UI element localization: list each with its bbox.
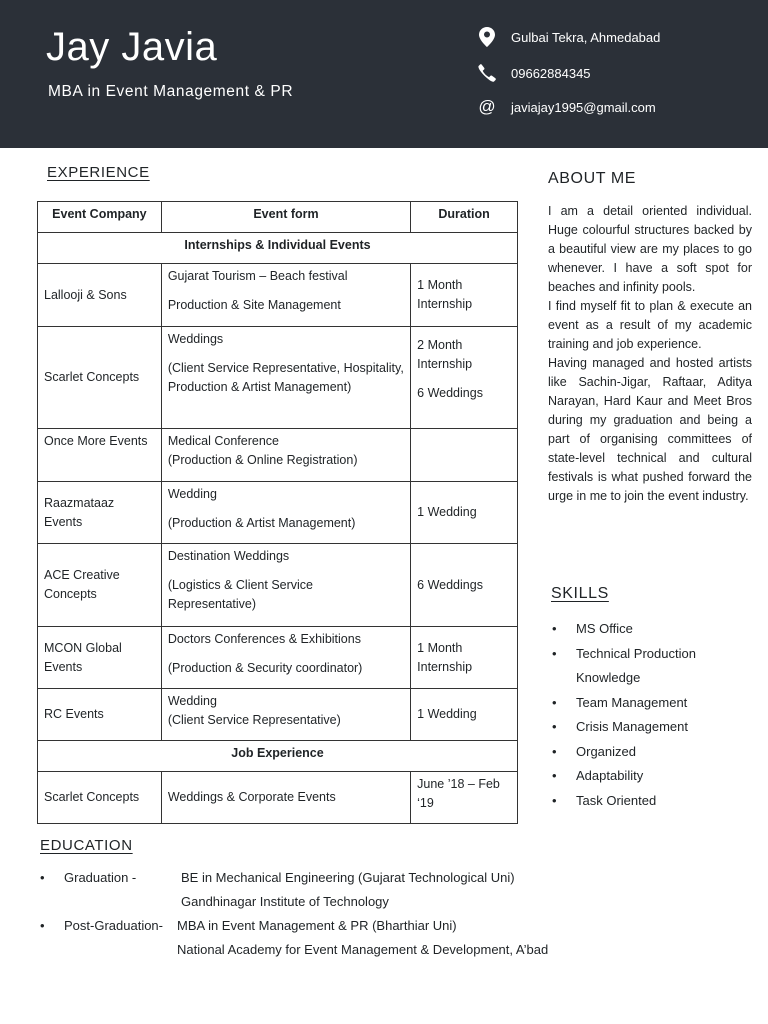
education-institution: Gandhinagar Institute of Technology <box>181 894 389 909</box>
about-paragraph: I am a detail oriented individual. Huge colourful structures backed by a beautiful view are my places to go whenever. I have a soft spot for beaches and infinity pools. <box>548 204 752 294</box>
event-form-cell: Weddings & Corporate Events <box>161 772 410 824</box>
table-row <box>38 627 518 689</box>
duration-cell: 1 Month Internship <box>411 264 518 327</box>
list-item: • MS Office <box>552 617 752 642</box>
table-row <box>38 482 518 544</box>
contact-email <box>476 96 656 118</box>
education-heading: EDUCATION <box>40 837 133 854</box>
table-header-row <box>38 202 518 233</box>
phone-icon <box>476 62 498 84</box>
education-institution: National Academy for Event Management & Development, A’bad <box>177 942 549 957</box>
about-paragraph: I find myself fit to plan & execute an event as a result of my academic training and job experience. <box>548 299 752 351</box>
about-text <box>548 202 752 506</box>
event-form-cell: Doctors Conferences & Exhibitions (Production & Security coordinator) <box>161 627 410 689</box>
duration-cell <box>411 429 518 482</box>
education-degree: MBA in Event Management & PR (Bharthiar Uni) <box>177 918 457 933</box>
education-label: Graduation - <box>64 870 137 885</box>
resume-header <box>0 0 768 148</box>
company-cell: Raazmataaz Events <box>38 482 162 544</box>
list-item: • Team Management <box>552 691 752 716</box>
company-cell: Scarlet Concepts <box>38 327 162 429</box>
about-heading: ABOUT ME <box>548 170 637 187</box>
at-sign-icon: @ <box>478 97 496 116</box>
column-header: Event Company <box>38 202 162 233</box>
duration-cell: June ’18 – Feb ‘19 <box>411 772 518 824</box>
about-paragraph: Having managed and hosted artists like Sachin-Jigar, Raftaar, Aditya Narayan, Hard Kaur and Meet Bros during my graduation and being a part of organising committees of state-level technical and cultural festivals is what pushed forward the urge in me to join the event industry. <box>548 356 752 503</box>
duration-cell: 1 Wedding <box>411 689 518 741</box>
candidate-title: MBA in Event Management & PR <box>48 83 294 100</box>
company-cell: Scarlet Concepts <box>38 772 162 824</box>
email-text[interactable]: javiajay1995@gmail.com <box>511 99 656 115</box>
group-row <box>38 741 518 772</box>
location-pin-icon <box>476 26 498 48</box>
education-label: Post-Graduation- <box>64 918 163 933</box>
event-form-cell: Wedding (Production & Artist Management) <box>161 482 410 544</box>
bullet: • <box>40 918 45 933</box>
event-form-cell: Weddings (Client Service Representative, Hospitality, Production & Artist Management) <box>161 327 410 429</box>
skills-list <box>552 617 752 813</box>
phone-text[interactable]: 09662884345 <box>511 65 591 81</box>
list-item: • Task Oriented <box>552 789 752 814</box>
column-header: Duration <box>411 202 518 233</box>
duration-cell: 1 Month Internship <box>411 627 518 689</box>
group-label: Job Experience <box>38 741 518 772</box>
location-text: Gulbai Tekra, Ahmedabad <box>511 29 661 45</box>
candidate-name: Jay Javia <box>46 25 218 69</box>
duration-cell: 2 Month Internship 6 Weddings <box>411 327 518 429</box>
contact-location <box>476 26 660 48</box>
company-cell: Once More Events <box>38 429 162 482</box>
skills-heading: SKILLS <box>551 585 609 602</box>
table-row <box>38 327 518 429</box>
company-cell: Lallooji & Sons <box>38 264 162 327</box>
experience-heading: EXPERIENCE <box>47 164 150 181</box>
table-row <box>38 544 518 627</box>
company-cell: RC Events <box>38 689 162 741</box>
list-item: • Technical Production Knowledge <box>552 642 752 691</box>
company-cell: MCON Global Events <box>38 627 162 689</box>
education-degree: BE in Mechanical Engineering (Gujarat Technological Uni) <box>181 870 515 885</box>
table-row <box>38 772 518 824</box>
list-item: • Organized <box>552 740 752 765</box>
event-form-cell: Destination Weddings (Logistics & Client Service Representative) <box>161 544 410 627</box>
event-form-cell: Gujarat Tourism – Beach festival Production & Site Management <box>161 264 410 327</box>
list-item: • Adaptability <box>552 764 752 789</box>
table-row <box>38 689 518 741</box>
company-cell: ACE Creative Concepts <box>38 544 162 627</box>
event-form-cell: Medical Conference (Production & Online Registration) <box>161 429 410 482</box>
bullet: • <box>40 870 45 885</box>
duration-cell: 6 Weddings <box>411 544 518 627</box>
group-row <box>38 233 518 264</box>
table-row <box>38 429 518 482</box>
event-form-cell: Wedding (Client Service Representative) <box>161 689 410 741</box>
duration-cell: 1 Wedding <box>411 482 518 544</box>
column-header: Event form <box>161 202 410 233</box>
table-row <box>38 264 518 327</box>
experience-table <box>37 201 518 824</box>
list-item: • Crisis Management <box>552 715 752 740</box>
contact-phone <box>476 62 591 84</box>
group-label: Internships & Individual Events <box>38 233 518 264</box>
